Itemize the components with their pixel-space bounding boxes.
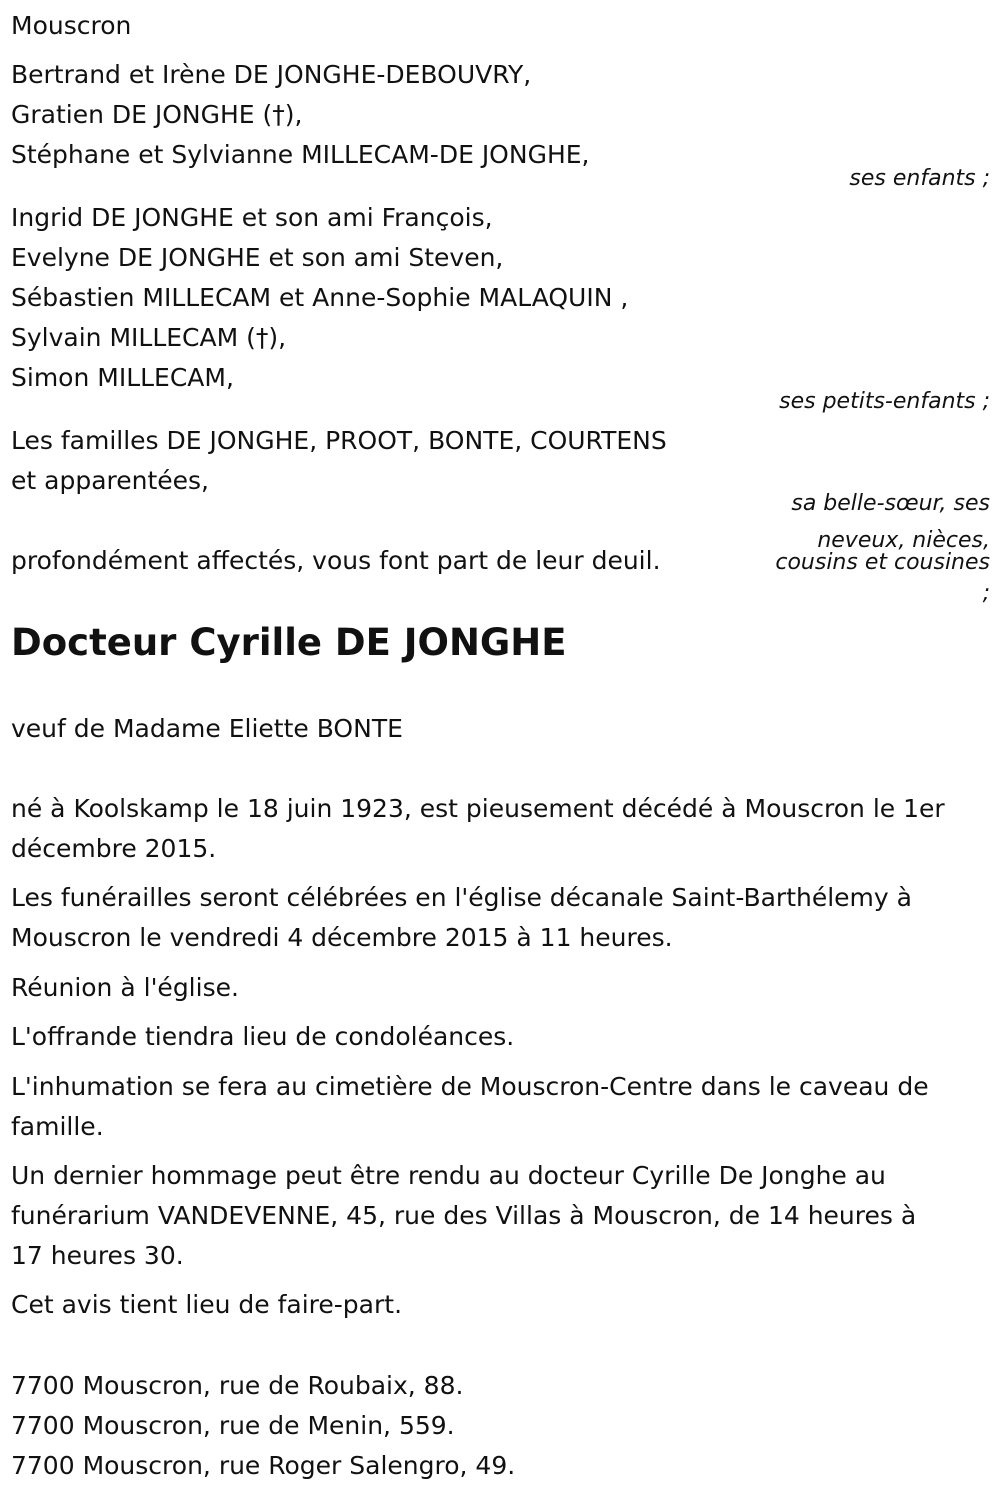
child-line: Bertrand et Irène DE JONGHE-DEBOUVRY, [11, 60, 532, 89]
grandchild-line: Ingrid DE JONGHE et son ami François, [11, 203, 493, 232]
families-line: Les familles DE JONGHE, PROOT, BONTE, COURTENS [11, 426, 667, 455]
meeting-line: Réunion à l'église. [11, 973, 239, 1002]
families-relation-line: sa belle-sœur, ses [791, 491, 990, 516]
children-relation: ses enfants ; [849, 166, 990, 191]
grandchild-line: Simon MILLECAM, [11, 363, 234, 392]
families-relation-line: cousins et cousines [775, 550, 990, 575]
grandchild-line: Evelyne DE JONGHE et son ami Steven, [11, 243, 504, 272]
child-line: Stéphane et Sylvianne MILLECAM-DE JONGHE, [11, 140, 590, 169]
grandchild-line: Sylvain MILLECAM (†), [11, 323, 287, 352]
families-line: et apparentées, [11, 466, 209, 495]
funeral-line: Les funérailles seront célébrées en l'église décanale Saint-Barthélemy à [11, 883, 912, 912]
address-line: 7700 Mouscron, rue Roger Salengro, 49. [11, 1451, 516, 1480]
families-relation-line: neveux, nièces, [817, 528, 990, 553]
funeral-line: Mouscron le vendredi 4 décembre 2015 à 11 heures. [11, 923, 673, 952]
offering-line: L'offrande tiendra lieu de condoléances. [11, 1022, 515, 1051]
families-relation-line: ; [982, 581, 990, 606]
deceased-name: Docteur Cyrille DE JONGHE [11, 621, 567, 664]
address-line: 7700 Mouscron, rue de Menin, 559. [11, 1411, 455, 1440]
families-relation [740, 492, 990, 614]
notice-line: Cet avis tient lieu de faire-part. [11, 1290, 403, 1319]
burial-line: famille. [11, 1112, 104, 1141]
announcement-text: profondément affectés, vous font part de leur deuil. [11, 546, 661, 575]
child-line: Gratien DE JONGHE (†), [11, 100, 303, 129]
birth-death-line: décembre 2015. [11, 834, 217, 863]
burial-line: L'inhumation se fera au cimetière de Mouscron-Centre dans le caveau de [11, 1072, 929, 1101]
grandchild-line: Sébastien MILLECAM et Anne-Sophie MALAQUIN , [11, 283, 629, 312]
grandchildren-relation: ses petits-enfants ; [779, 389, 990, 414]
location-heading: Mouscron [11, 11, 132, 40]
tribute-line: Un dernier hommage peut être rendu au docteur Cyrille De Jonghe au [11, 1161, 886, 1190]
birth-death-line: né à Koolskamp le 18 juin 1923, est pieusement décédé à Mouscron le 1er [11, 794, 945, 823]
address-line: 7700 Mouscron, rue de Roubaix, 88. [11, 1371, 464, 1400]
tribute-line: 17 heures 30. [11, 1241, 184, 1270]
tribute-line: funérarium VANDEVENNE, 45, rue des Villas à Mouscron, de 14 heures à [11, 1201, 917, 1230]
widower-line: veuf de Madame Eliette BONTE [11, 714, 403, 743]
